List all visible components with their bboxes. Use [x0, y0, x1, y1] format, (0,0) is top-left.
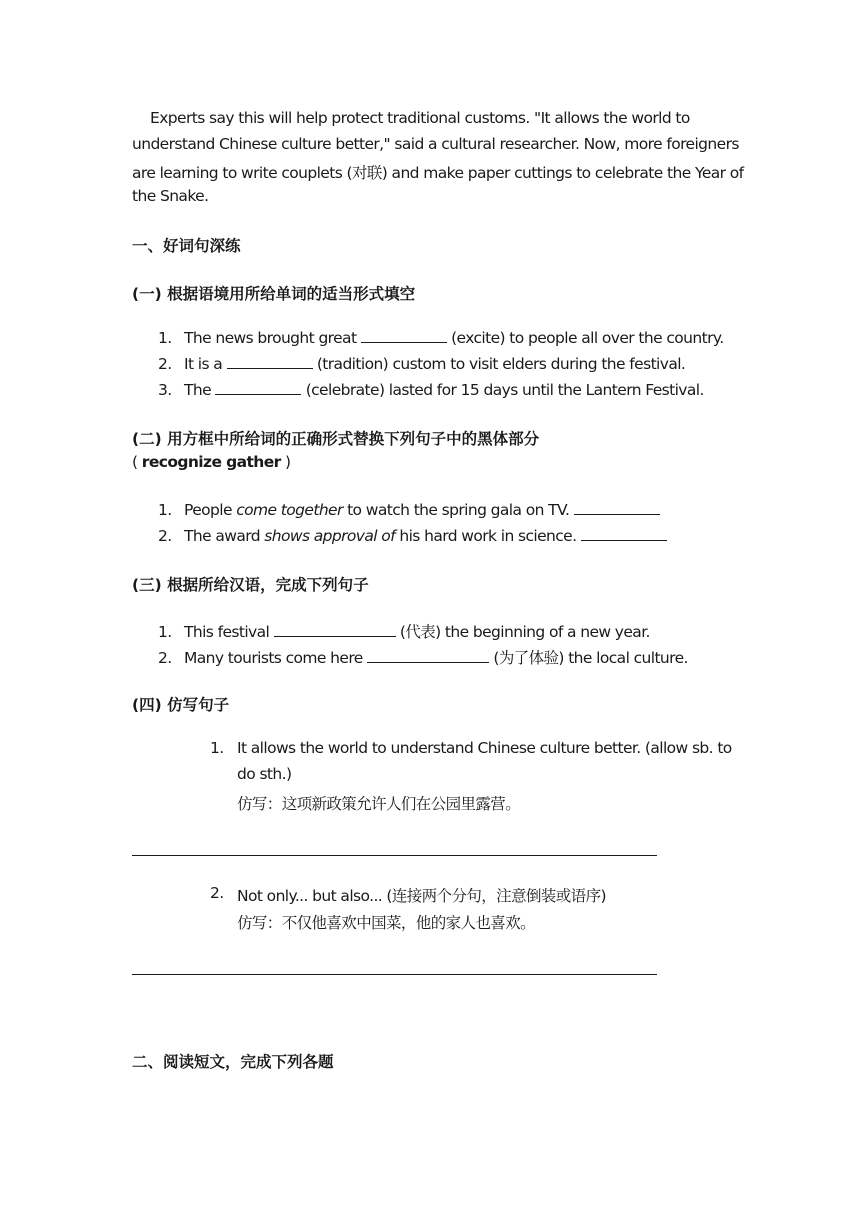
answer-line-2[interactable]: [132, 974, 657, 975]
part-2-title: (二) 用方框中所给词的正确形式替换下列句子中的黑体部分: [132, 430, 540, 448]
intro-line-3: are learning to write couplets (对联) and make paper cuttings to celebrate the Year of: [132, 164, 744, 182]
part-4-item-1-number: 1.: [210, 739, 224, 757]
part-4-item-1-line-1: It allows the world to understand Chinese culture better. (allow sb. to: [237, 739, 732, 757]
part-1-item-1: [158, 328, 724, 347]
part-4-item-2-number: 2.: [210, 884, 224, 902]
item-text-after: (为了体验) the local culture.: [493, 649, 688, 667]
part-3-item-2: [158, 646, 688, 668]
item-text-before: The award: [184, 527, 260, 545]
part-1-item-3: [158, 380, 704, 399]
part-2-item-2: [158, 526, 667, 545]
item-number: 2.: [158, 527, 172, 545]
answer-blank[interactable]: [227, 354, 313, 369]
part-4-title: (四) 仿写句子: [132, 696, 230, 714]
intro-line-2: understand Chinese culture better," said a cultural researcher. Now, more foreigners: [132, 135, 739, 153]
item-number: 1.: [158, 623, 172, 641]
part-4-item-1-prompt: 仿写：这项新政策允许人们在公园里露营。: [237, 795, 521, 813]
word-box-open: (: [132, 453, 138, 471]
answer-line-1[interactable]: [132, 855, 657, 856]
word-box: [132, 453, 290, 471]
part-4-item-2-line-1: Not only... but also... (连接两个分句，注意倒装或语序): [237, 887, 606, 905]
intro-line-1: Experts say this will help protect traditional customs. "It allows the world to: [150, 109, 690, 127]
answer-blank[interactable]: [574, 500, 660, 515]
answer-blank[interactable]: [581, 526, 667, 541]
part-1-item-2: [158, 354, 685, 373]
item-text-after: his hard work in science.: [399, 527, 577, 545]
item-text-after: (excite) to people all over the country.: [451, 329, 724, 347]
part-1-title: (一) 根据语境用所给单词的适当形式填空: [132, 285, 416, 303]
item-text-before: The news brought great: [184, 329, 357, 347]
item-italic-phrase: come together: [236, 501, 343, 519]
item-text-after: (celebrate) lasted for 15 days until the Lantern Festival.: [305, 381, 704, 399]
item-text-after: (代表) the beginning of a new year.: [399, 623, 650, 641]
item-text-before: The: [184, 381, 212, 399]
part-3-title: (三) 根据所给汉语，完成下列句子: [132, 576, 369, 594]
item-text-before: This festival: [184, 623, 270, 641]
item-number: 3.: [158, 381, 172, 399]
section-1-title: 一、好词句深练: [132, 237, 241, 255]
item-number: 1.: [158, 329, 172, 347]
item-text-after: to watch the spring gala on TV.: [347, 501, 570, 519]
intro-line-4: the Snake.: [132, 187, 209, 205]
item-number: 2.: [158, 355, 172, 373]
item-italic-phrase: shows approval of: [264, 527, 396, 545]
item-text-after: (tradition) custom to visit elders during the festival.: [316, 355, 686, 373]
item-text-before: Many tourists come here: [184, 649, 363, 667]
answer-blank[interactable]: [367, 648, 489, 663]
item-text-before: People: [184, 501, 232, 519]
answer-blank[interactable]: [274, 622, 396, 637]
part-4-item-2-prompt: 仿写：不仅他喜欢中国菜，他的家人也喜欢。: [237, 914, 536, 932]
answer-blank[interactable]: [361, 328, 447, 343]
answer-blank[interactable]: [215, 380, 301, 395]
section-2-title: 二、阅读短文，完成下列各题: [132, 1053, 334, 1071]
part-4-item-1-line-2: do sth.): [237, 765, 292, 783]
item-text-before: It is a: [184, 355, 223, 373]
item-number: 1.: [158, 501, 172, 519]
part-3-item-1: [158, 620, 650, 642]
part-2-item-1: [158, 500, 660, 519]
word-box-words: recognize gather: [141, 453, 281, 471]
word-box-close: ): [285, 453, 291, 471]
item-number: 2.: [158, 649, 172, 667]
